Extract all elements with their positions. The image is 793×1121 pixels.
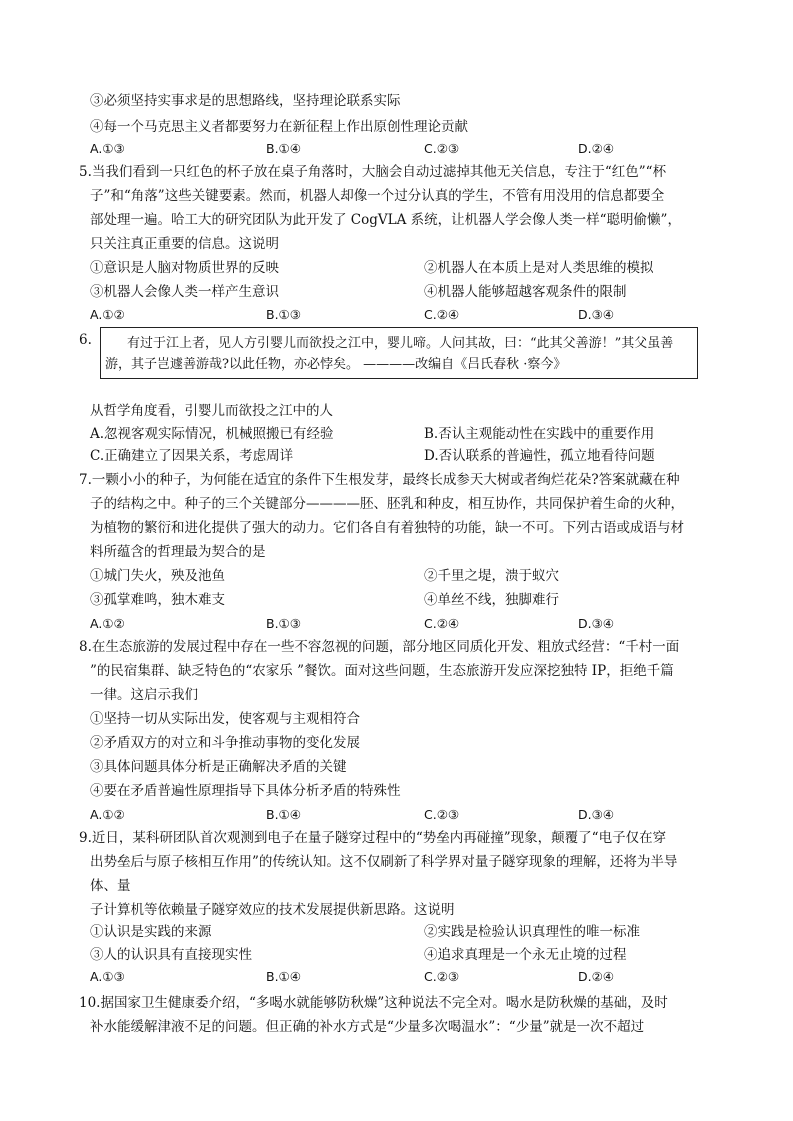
q9-option-item-4: ④追求真理是一个永无止境的过程 — [424, 947, 627, 963]
q5-stem-line-1: 5.当我们看到一只红色的杯子放在桌子角落时，大脑会自动过滤掉其他无关信息，专注于“红色”“杯 — [79, 164, 667, 180]
q6-number: 6. — [79, 332, 92, 348]
q9-option-item-1: ①认识是实践的来源 — [90, 924, 212, 940]
q5-choice-a: A.①② — [90, 307, 125, 322]
q6-quote-line-2: 游，其子岂遽善游哉?以此任物，亦必悖矣。 ————改编自《吕氏春秋 ·察今》 — [105, 357, 567, 372]
q6-choice-c: C.正确建立了因果关系，考虑周详 — [90, 448, 294, 464]
q7-choice-d: D.③④ — [578, 616, 615, 631]
q4-option-item-4: ④每一个马克思主义者都要努力在新征程上作出原创性理论贡献 — [90, 119, 468, 135]
q9-choice-d: D.②④ — [578, 969, 615, 984]
q10-stem-line-1: 10.据国家卫生健康委介绍，“多喝水就能够防秋燥”这种说法不完全对。喝水是防秋燥的基础，及时 — [79, 995, 668, 1011]
q8-option-item-2: ②矛盾双方的对立和斗争推动事物的变化发展 — [90, 735, 360, 751]
q7-choice-b: B.①③ — [266, 616, 301, 631]
q5-choice-b: B.①③ — [266, 307, 301, 322]
q4-choice-a: A.①③ — [90, 141, 125, 156]
q7-stem-line-4: 料所蕴含的哲理最为契合的是 — [90, 544, 266, 560]
q9-option-item-3: ③人的认识具有直接现实性 — [90, 947, 252, 963]
q8-stem-line-2: ”的民宿集群、缺乏特色的“农家乐 ”餐饮。面对这些问题，生态旅游开发应深挖独特 IP，拒绝千篇 — [90, 663, 674, 679]
q7-stem-line-3: 为植物的繁衍和进化提供了强大的动力。它们各自有着独特的功能，缺一不可。下列古语或成语与材 — [90, 520, 684, 536]
q5-choice-d: D.③④ — [578, 307, 615, 322]
q5-option-item-2: ②机器人在本质上是对人类思维的模拟 — [424, 260, 654, 276]
q8-stem-line-3: 一律。这启示我们 — [90, 687, 198, 703]
q4-choice-d: D.②④ — [578, 141, 615, 156]
q7-stem-line-2: 子的结构之中。种子的三个关键部分————胚、胚乳和种皮，相互协作，共同保护着生命的火种， — [90, 496, 684, 512]
q6-choice-a: A.忽视客观实际情况，机械照搬已有经验 — [90, 426, 334, 442]
q7-choice-a: A.①② — [90, 616, 125, 631]
q5-option-item-4: ④机器人能够超越客观条件的限制 — [424, 284, 627, 300]
q6-stem: 从哲学角度看，引婴儿而欲投之江中的人 — [90, 403, 333, 419]
q8-choice-c: C.②③ — [424, 807, 460, 822]
q8-choice-a: A.①② — [90, 807, 125, 822]
q7-option-item-3: ③孤掌难鸣，独木难支 — [90, 592, 225, 608]
q5-stem-line-4: 只关注真正重要的信息。这说明 — [90, 236, 279, 252]
q8-stem-line-1: 8.在生态旅游的发展过程中存在一些不容忽视的问题，部分地区同质化开发、粗放式经营：“千村一面 — [79, 639, 680, 655]
q4-option-item-3: ③必须坚持实事求是的思想路线，坚持理论联系实际 — [90, 93, 401, 109]
q7-choice-c: C.②④ — [424, 616, 460, 631]
q9-choice-c: C.②③ — [424, 969, 460, 984]
q5-option-item-1: ①意识是人脑对物质世界的反映 — [90, 260, 279, 276]
q6-quote-line-1: 有过于江上者，见人方引婴儿而欲投之江中，婴儿啼。人问其故，曰：“此其父善游！”其父虽善 — [127, 336, 674, 351]
q9-choice-b: B.①④ — [266, 969, 301, 984]
q7-option-item-2: ②千里之堤，溃于蚁穴 — [424, 568, 559, 584]
q5-stem-line-2: 子”和“角落”这些关键要素。然而，机器人却像一个过分认真的学生，不管有用没用的信息都要全 — [90, 188, 665, 204]
q7-option-item-4: ④单丝不线，独脚难行 — [424, 592, 559, 608]
q6-choice-d: D.否认联系的普遍性，孤立地看待问题 — [424, 448, 655, 464]
q7-option-item-1: ①城门失火，殃及池鱼 — [90, 568, 225, 584]
q10-stem-line-2: 补水能缓解津液不足的问题。但正确的补水方式是“少量多次喝温水”：“少量”就是一次不超过 — [90, 1019, 645, 1035]
q7-stem-line-1: 7.一颗小小的种子，为何能在适宜的条件下生根发芽，最终长成参天大树或者绚烂花朵?答案就藏在种 — [79, 472, 680, 488]
q4-choice-c: C.②③ — [424, 141, 460, 156]
q8-choice-d: D.③④ — [578, 807, 615, 822]
q8-choice-b: B.①④ — [266, 807, 301, 822]
q9-stem-line-4: 子计算机等依赖量子隧穿效应的技术发展提供新思路。这说明 — [90, 902, 455, 918]
q4-choice-b: B.①④ — [266, 141, 301, 156]
q9-option-item-2: ②实践是检验认识真理性的唯一标准 — [424, 924, 640, 940]
q8-option-item-3: ③具体问题具体分析是正确解决矛盾的关键 — [90, 759, 347, 775]
q5-choice-c: C.②④ — [424, 307, 460, 322]
q9-stem-line-2: 出势垒后与原子核相互作用”的传统认知。这不仅刷新了科学界对量子隧穿现象的理解，还将为半导 — [90, 854, 678, 870]
q6-quote-box — [100, 327, 698, 379]
q8-option-item-4: ④要在矛盾普遍性原理指导下具体分析矛盾的特殊性 — [90, 783, 401, 799]
q9-stem-line-3: 体、量 — [90, 878, 131, 894]
q9-choice-a: A.①③ — [90, 969, 125, 984]
q9-stem-line-1: 9.近日，某科研团队首次观测到电子在量子隧穿过程中的“势垒内再碰撞”现象，颠覆了“电子仅在穿 — [79, 830, 667, 846]
q5-stem-line-3: 部处理一遍。哈工大的研究团队为此开发了 CogVLA 系统，让机器人学会像人类一样“聪明偷懒”， — [90, 212, 681, 228]
q8-option-item-1: ①坚持一切从实际出发，使客观与主观相符合 — [90, 711, 360, 727]
q6-choice-b: B.否认主观能动性在实践中的重要作用 — [424, 426, 655, 442]
q5-option-item-3: ③机器人会像人类一样产生意识 — [90, 284, 279, 300]
